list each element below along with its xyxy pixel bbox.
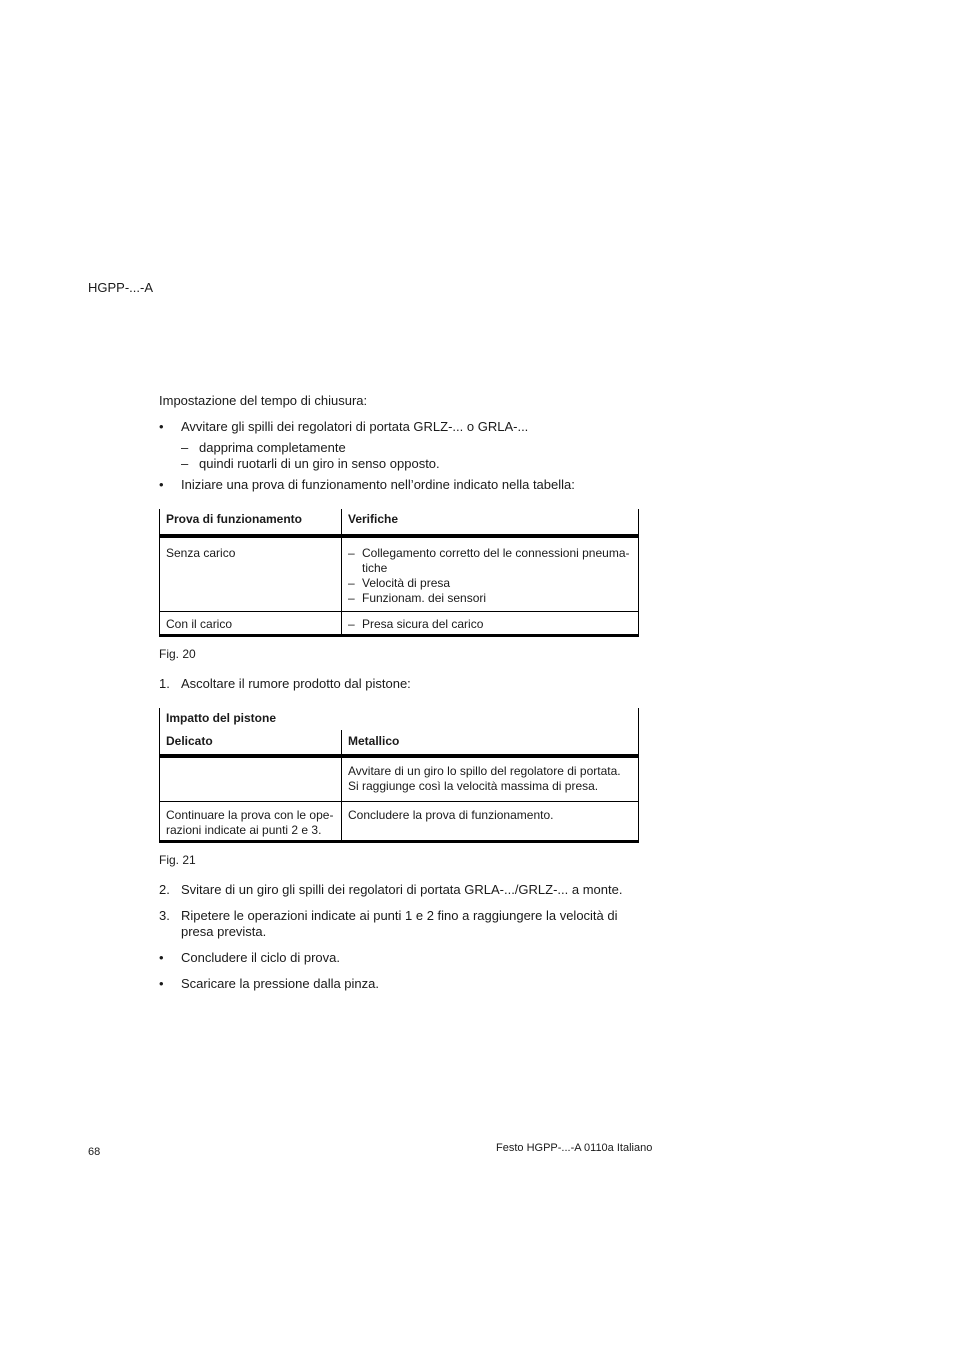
dash-marker: –: [348, 546, 355, 560]
bullet-marker: •: [159, 950, 164, 965]
check-item: [348, 576, 632, 591]
table-header-test: Prova di funzionamento: [160, 509, 342, 536]
dash-marker: –: [181, 440, 189, 455]
cell-soft: [160, 801, 342, 841]
check-text: Velocità di presa: [362, 576, 451, 590]
running-header: HGPP-...-A: [88, 280, 154, 295]
cell-metallic: Concludere la prova di funzionamento.: [342, 801, 639, 841]
check-item: [348, 546, 632, 561]
row-checks: [342, 611, 639, 635]
table-row: [160, 756, 639, 801]
cell-text: razioni indicate ai punti 2 e 3.: [166, 822, 322, 837]
row-label: Senza carico: [160, 536, 342, 611]
figure-caption: Fig. 20: [159, 647, 196, 661]
cell-text: Si raggiunge così la velocità massima di presa.: [348, 779, 599, 793]
cell-metallic: [342, 756, 639, 801]
bullet-text: Concludere il ciclo di prova.: [181, 950, 340, 965]
step-text: Ascoltare il rumore prodotto dal pistone:: [181, 676, 411, 691]
bullet-text: Iniziare una prova di funzionamento nell’ordine indicato nella tabella:: [181, 477, 575, 492]
table-row: [160, 611, 639, 635]
figure-caption: Fig. 21: [159, 853, 196, 867]
bullet-marker: •: [159, 419, 164, 434]
bullet-marker: •: [159, 477, 164, 492]
table-title: Impatto del pistone: [160, 708, 639, 730]
step-number: 3.: [159, 908, 170, 923]
table-row: [160, 801, 639, 841]
table-header-soft: Delicato: [160, 730, 342, 756]
dash-marker: –: [348, 616, 355, 631]
page-number: 68: [88, 1146, 101, 1158]
piston-impact-table: [159, 708, 639, 843]
bullet-text: Avvitare gli spilli dei regolatori di portata GRLZ-... o GRLA-...: [181, 419, 529, 434]
function-test-table: [159, 509, 639, 637]
table-row: [160, 536, 639, 611]
row-label: Con il carico: [160, 611, 342, 635]
check-text: Funzionam. dei sensori: [362, 591, 487, 605]
check-text: tiche: [362, 561, 388, 575]
step-text-continuation: presa prevista.: [181, 924, 267, 939]
step-number: 2.: [159, 882, 170, 897]
step-text: Svitare di un giro gli spilli dei regolatori di portata GRLA-.../GRLZ-... a monte.: [181, 882, 623, 897]
table-header-checks: Verifiche: [342, 509, 639, 536]
cell-text: Continuare la prova con le ope-: [166, 807, 334, 822]
cell-empty: [160, 756, 342, 801]
check-item-continuation: [348, 561, 632, 576]
check-text: Presa sicura del carico: [362, 616, 484, 631]
section-intro: Impostazione del tempo di chiusura:: [159, 393, 368, 408]
check-item: [348, 617, 632, 632]
dash-marker: –: [348, 591, 355, 605]
check-item: [348, 591, 632, 606]
bullet-text: Scaricare la pressione dalla pinza.: [181, 976, 379, 991]
dash-marker: –: [348, 576, 355, 590]
check-text: Collegamento corretto del le connessioni pneuma-: [362, 546, 630, 560]
table-header-metallic: Metallico: [342, 730, 639, 756]
step-number: 1.: [159, 676, 170, 691]
cell-text: Avvitare di un giro lo spillo del regolatore di portata.: [348, 764, 621, 778]
footer-doc-id: Festo HGPP-...-A 0110a Italiano: [496, 1142, 653, 1154]
bullet-marker: •: [159, 976, 164, 991]
step-text: Ripetere le operazioni indicate ai punti 1 e 2 fino a raggiungere la velocità di: [181, 908, 618, 923]
dash-marker: –: [181, 456, 189, 471]
dash-text: quindi ruotarli di un giro in senso opposto.: [199, 456, 440, 471]
dash-text: dapprima completamente: [199, 440, 346, 455]
row-checks: [342, 536, 639, 611]
